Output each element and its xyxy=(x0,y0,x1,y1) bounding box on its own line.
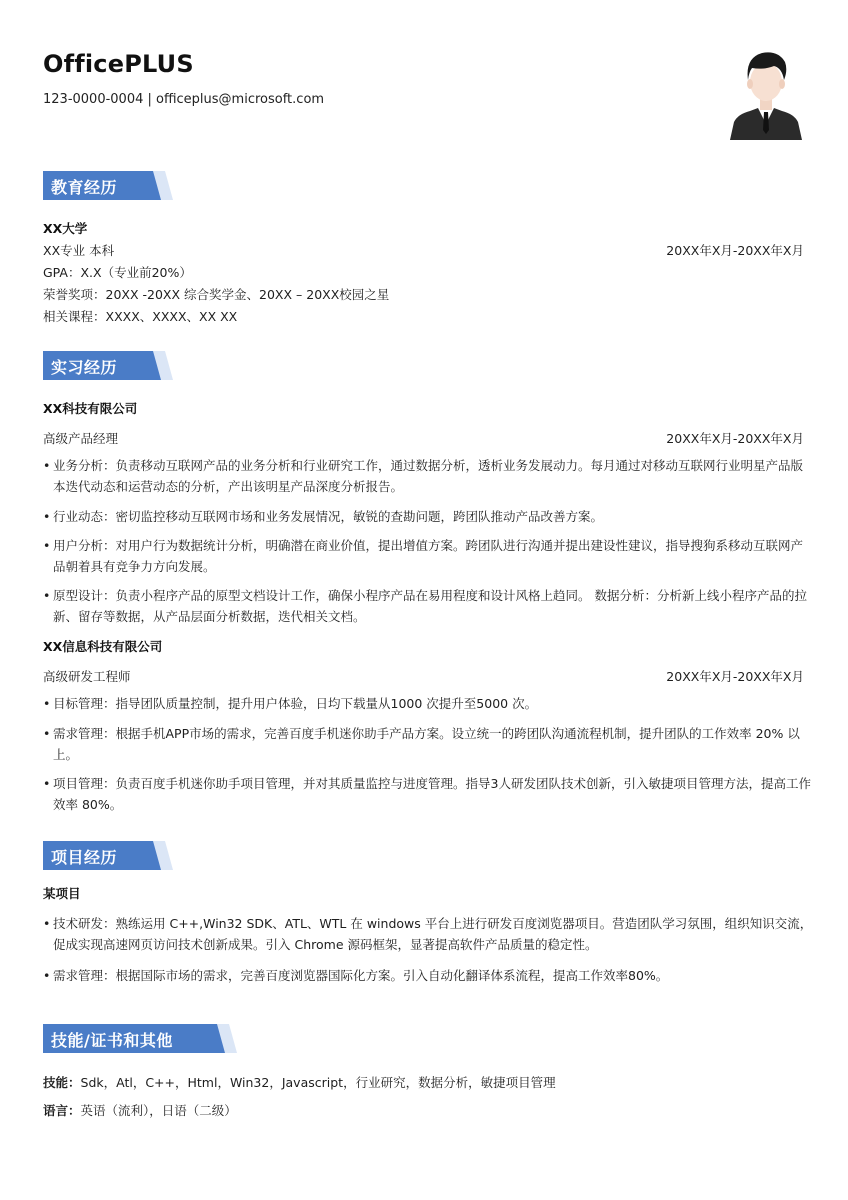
school-name: XX大学 xyxy=(43,221,88,236)
list-item: • 项目管理：负责百度手机迷你助手项目管理，并对其质量监控与进度管理。指导3人研发团队技术创新，引入敏捷项目管理方法，提高工作效率 80%。 xyxy=(43,776,811,812)
project-name: 某项目 xyxy=(43,886,81,901)
avatar xyxy=(728,44,804,140)
skills-value: Sdk，Atl，C++，Html，Win32，Javascript，行业研究，数据分析，敏捷项目管理 xyxy=(80,1075,556,1090)
section-header-education xyxy=(43,171,173,200)
courses: 相关课程：XXXX、XXXX、XX XX xyxy=(43,309,238,324)
list-item: • 技术研发：熟练运用 C++,Win32 SDK、ATL、WTL 在 windows 平台上进行研发百度浏览器项目。营造团队学习氛围，组织知识交流，促成实现高速网页访问技术创新成果。引入 Chrome 源码框架，显著提高软件产品质量的稳定性。 xyxy=(43,916,813,952)
education-period: 20XX年X月-20XX年X月 xyxy=(666,243,804,258)
job-period: 20XX年X月-20XX年X月 xyxy=(666,431,804,446)
language-label: 语言： xyxy=(43,1103,81,1118)
language-value: 英语（流利），日语（二级） xyxy=(80,1103,237,1118)
list-item: • 需求管理：根据国际市场的需求，完善百度浏览器国际化方案。引入自动化翻译体系流程，提高工作效率80%。 xyxy=(43,968,669,983)
section-title: 项目经历 xyxy=(51,848,118,867)
list-item: • 业务分析：负责移动互联网产品的业务分析和行业研究工作，通过数据分析，透析业务发展动力。每月通过对移动互联网行业明星产品版本迭代动态和运营动态的分析，产出该明星产品深度分析报告。 xyxy=(43,458,804,494)
job-period: 20XX年X月-20XX年X月 xyxy=(666,669,804,684)
skills-label: 技能： xyxy=(43,1075,81,1090)
contact-info: 123-0000-0004 | officeplus@microsoft.com xyxy=(43,92,325,107)
section-title: 教育经历 xyxy=(51,178,118,197)
major-degree: XX专业 本科 xyxy=(43,243,115,258)
job-role: 高级产品经理 xyxy=(43,431,119,446)
gpa: GPA：X.X（专业前20%） xyxy=(43,265,192,280)
company-name: XX信息科技有限公司 xyxy=(43,639,163,654)
section-header-project xyxy=(43,841,173,870)
list-item: • 用户分析：对用户行为数据统计分析，明确潜在商业价值，提出增值方案。跨团队进行沟通并提出建设性建议，指导搜狗系移动互联网产品朝着具有竞争力方向发展。 xyxy=(43,538,804,574)
section-header-internship xyxy=(43,351,173,380)
section-header-skills xyxy=(43,1024,243,1053)
company-name: XX科技有限公司 xyxy=(43,401,138,416)
section-title: 技能/证书和其他 xyxy=(51,1031,173,1050)
list-item: • 行业动态：密切监控移动互联网市场和业务发展情况，敏锐的查勘问题，跨团队推动产品改善方案。 xyxy=(43,509,604,524)
job-role: 高级研发工程师 xyxy=(43,669,131,684)
list-item: • 需求管理：根据手机APP市场的需求，完善百度手机迷你助手产品方案。设立统一的跨团队沟通流程机制，提升团队的工作效率 20% 以上。 xyxy=(43,726,800,762)
list-item: • 原型设计：负责小程序产品的原型文档设计工作，确保小程序产品在易用程度和设计风格上趋同。 数据分析：分析新上线小程序产品的拉新、留存等数据，从产品层面分析数据，迭代相关文档。 xyxy=(43,588,807,624)
language-line xyxy=(43,1101,237,1119)
skills-line xyxy=(43,1073,556,1091)
honors: 荣誉奖项：20XX -20XX 综合奖学金、20XX – 20XX校园之星 xyxy=(43,287,390,302)
candidate-name: OfficePLUS xyxy=(43,50,194,78)
list-item: • 目标管理：指导团队质量控制，提升用户体验，日均下载量从1000 次提升至5000 次。 xyxy=(43,696,538,711)
section-title: 实习经历 xyxy=(51,358,118,377)
